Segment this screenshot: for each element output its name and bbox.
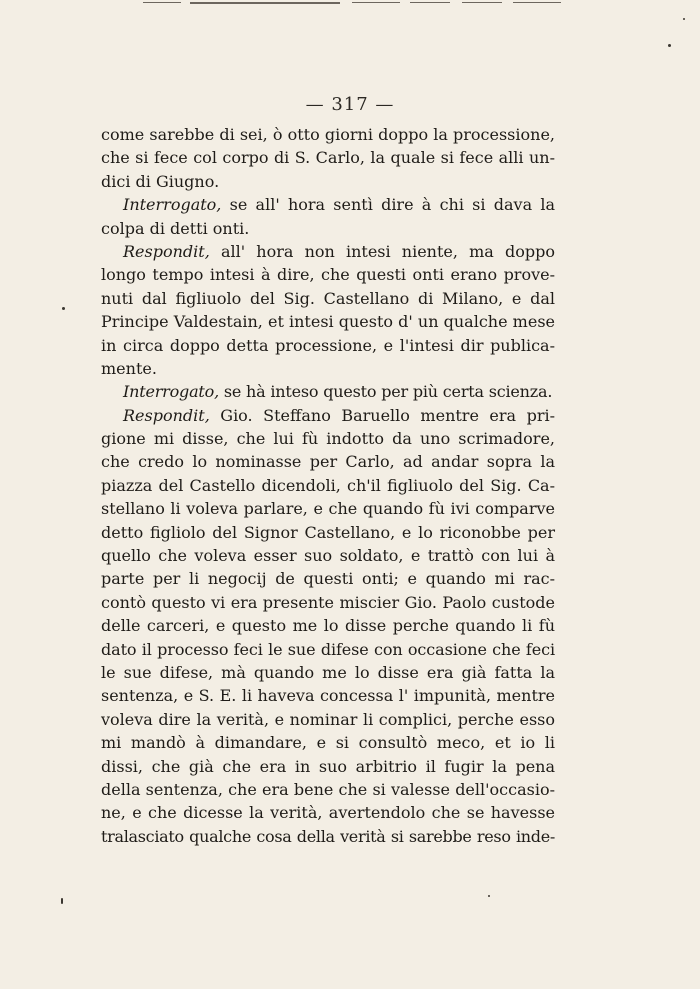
line-text: voleva dire la verità, e nominar li complici, perche esso	[101, 709, 555, 729]
text-line	[101, 334, 555, 357]
text-line	[101, 123, 555, 146]
line-text: dato il processo feci le sue difese con occasione che feci	[101, 639, 555, 659]
print-speck	[683, 18, 685, 20]
line-text: che si fece col corpo di S. Carlo, la quale si fece alli un-	[101, 148, 555, 168]
line-text: all' hora non intesi niente, ma doppo	[209, 241, 555, 261]
text-line	[101, 778, 555, 801]
text-line	[101, 310, 555, 333]
top-ornament-rule	[143, 2, 181, 3]
page-number: — 317 —	[305, 94, 395, 115]
line-text: della sentenza, che era bene che si valesse dell'occasio-	[101, 779, 555, 799]
line-text: se hà inteso questo per più certa scienza.	[218, 382, 553, 402]
text-line	[101, 614, 555, 637]
text-line	[101, 380, 555, 403]
line-text: longo tempo intesi à dire, che questi onti erano prove-	[101, 265, 555, 285]
line-text: ne, e che dicesse la verità, avertendolo che se havesse	[101, 803, 555, 823]
line-text: se all' hora sentì dire à chi si dava la	[221, 195, 555, 215]
body-text	[101, 123, 555, 848]
line-text: colpa di detti onti.	[101, 218, 250, 238]
line-text: che credo lo nominasse per Carlo, ad andar sopra la	[101, 452, 555, 472]
print-speck	[61, 898, 63, 904]
line-text: le sue difese, mà quando me lo disse era già fatta la	[101, 662, 555, 682]
speaker-lead: Interrogato,	[123, 195, 222, 215]
line-text: piazza del Castello dicendoli, ch'il figliuolo del Sig. Ca-	[101, 475, 555, 495]
line-text: delle carceri, e questo me lo disse perche quando li fù	[101, 616, 555, 636]
line-text: stellano li voleva parlare, e che quando fù ivi comparve	[101, 499, 555, 519]
top-ornament-rule	[410, 2, 450, 3]
text-line	[101, 287, 555, 310]
line-text: sentenza, e S. E. li haveva concessa l' impunità, mentre	[101, 686, 555, 706]
text-line	[101, 450, 555, 473]
text-line	[101, 497, 555, 520]
top-ornament-rule	[513, 2, 561, 3]
line-text: dici di Giugno.	[101, 171, 220, 191]
text-line	[101, 544, 555, 567]
top-ornament-rule	[462, 2, 502, 3]
text-line	[101, 263, 555, 286]
line-text: come sarebbe di sei, ò otto giorni doppo la processione,	[101, 125, 555, 144]
text-line	[101, 684, 555, 707]
text-line	[101, 567, 555, 590]
text-line	[101, 708, 555, 731]
text-line	[101, 801, 555, 824]
text-line	[101, 521, 555, 544]
line-text: parte per li negocij de questi onti; e quando mi rac-	[101, 569, 555, 589]
text-line	[101, 474, 555, 497]
speaker-lead: Interrogato,	[123, 382, 219, 402]
text-line	[101, 427, 555, 450]
text-line	[101, 825, 555, 848]
top-ornament-rule	[190, 2, 340, 4]
line-text: gione mi disse, che lui fù indotto da uno scrimadore,	[101, 429, 555, 449]
line-text: nuti dal figliuolo del Sig. Castellano di Milano, e dal	[101, 288, 555, 308]
text-line	[101, 217, 555, 240]
speaker-lead: Respondit,	[123, 241, 210, 261]
text-line	[101, 170, 555, 193]
top-ornament-rule	[352, 2, 400, 3]
text-line	[101, 638, 555, 661]
print-speck	[488, 895, 490, 897]
line-text: tralasciato qualche cosa della verità si sarebbe reso inde-	[101, 826, 555, 846]
line-text: dissi, che già che era in suo arbitrio il fugir la pena	[101, 756, 555, 776]
text-line	[101, 661, 555, 684]
line-text: in circa doppo detta processione, e l'intesi dir publica-	[101, 335, 555, 355]
text-line	[101, 731, 555, 754]
text-line	[101, 404, 555, 427]
text-line	[101, 357, 555, 380]
line-text: mente.	[101, 358, 157, 378]
speaker-lead: Respondit,	[123, 405, 210, 425]
text-line	[101, 240, 555, 263]
line-text: contò questo vi era presente miscier Gio. Paolo custode	[101, 592, 555, 612]
text-line	[101, 146, 555, 169]
line-text: Gio. Steffano Baruello mentre era pri-	[209, 405, 555, 425]
print-speck	[668, 44, 671, 47]
line-text: mi mandò à dimandare, e si consultò meco, et io li	[101, 733, 555, 753]
text-line	[101, 755, 555, 778]
line-text: Principe Valdestain, et intesi questo d' un qualche mese	[101, 312, 555, 332]
line-text: detto figliolo del Signor Castellano, e lo riconobbe per	[101, 522, 555, 542]
text-line	[101, 193, 555, 216]
text-line	[101, 591, 555, 614]
print-speck	[62, 307, 65, 310]
line-text: quello che voleva esser suo soldato, e trattò con lui à	[101, 546, 555, 566]
